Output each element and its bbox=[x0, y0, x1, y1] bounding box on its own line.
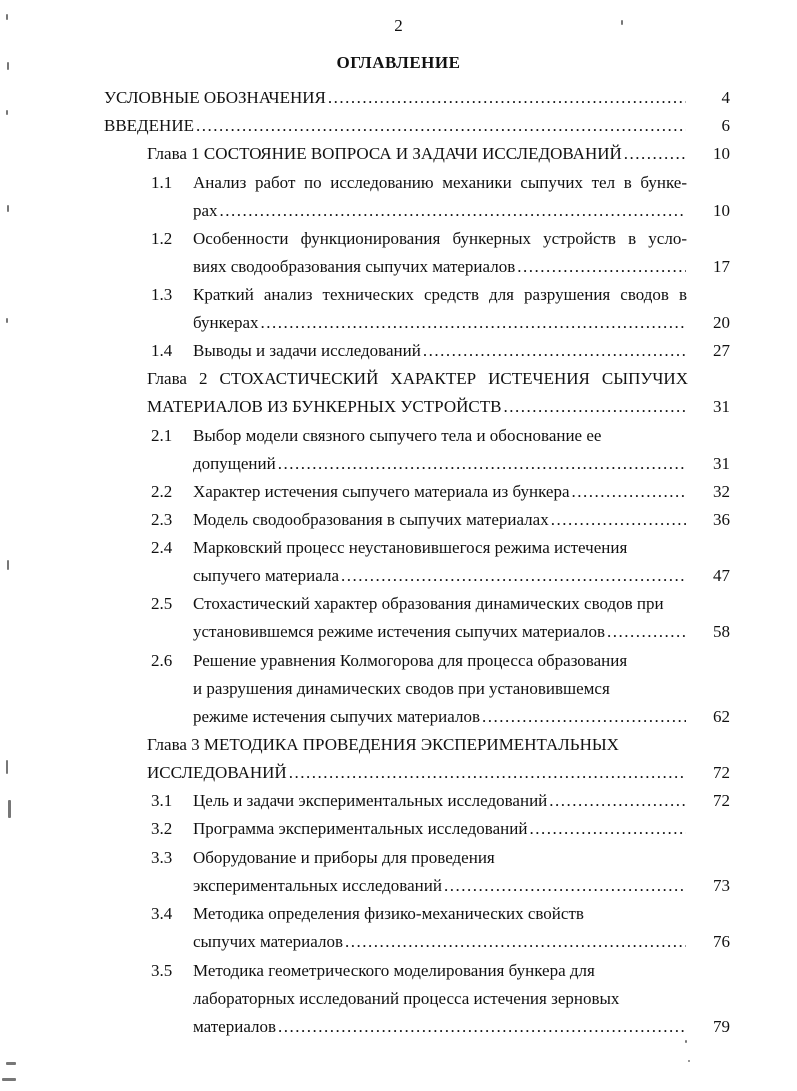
leader-dots bbox=[503, 395, 686, 419]
leader-dots bbox=[549, 789, 686, 813]
entry-text: сыпучего материала bbox=[193, 566, 340, 585]
section-number: 2.4 bbox=[151, 538, 173, 557]
leader-dots bbox=[551, 508, 686, 532]
section-number: 3.1 bbox=[151, 791, 173, 810]
section-2-1-line-1: Выбор модели связного сыпучего тела и обоснование ее bbox=[193, 426, 602, 445]
entry-text: рах bbox=[193, 201, 218, 220]
chapter-1-title bbox=[147, 142, 688, 166]
entry-text: Программа экспериментальных исследований bbox=[193, 819, 528, 838]
section-2-4-line-1: Марковский процесс неустановившегося режима истечения bbox=[193, 538, 628, 557]
section-2-2 bbox=[193, 480, 688, 504]
entry-text: экспериментальных исследований bbox=[193, 876, 442, 895]
chapter-3-title-line-1: Глава 3 МЕТОДИКА ПРОВЕДЕНИЯ ЭКСПЕРИМЕНТАЛЬНЫХ bbox=[147, 735, 619, 754]
scan-speck bbox=[6, 760, 8, 774]
entry-page: 17 bbox=[713, 257, 730, 276]
leader-dots bbox=[444, 874, 686, 898]
chapter-3-title-line-2 bbox=[147, 761, 688, 785]
scan-speck bbox=[7, 560, 9, 570]
entry-page: 31 bbox=[713, 454, 730, 473]
leader-dots bbox=[328, 86, 686, 110]
leader-dots bbox=[261, 311, 686, 335]
leader-dots bbox=[289, 761, 686, 785]
leader-dots bbox=[423, 339, 686, 363]
entry-text: установившемся режиме истечения сыпучих материалов bbox=[193, 622, 605, 641]
entry-page: 62 bbox=[713, 707, 730, 726]
section-2-4-line-2 bbox=[193, 564, 688, 588]
entry-text: Цель и задачи экспериментальных исследований bbox=[193, 791, 548, 810]
scan-speck bbox=[6, 14, 8, 20]
section-3-2 bbox=[193, 817, 688, 841]
section-1-3-line-1: Краткий анализ технических средств для разрушения сводов в bbox=[193, 285, 687, 304]
leader-dots bbox=[196, 114, 686, 138]
section-1-3-line-2 bbox=[193, 311, 688, 335]
scan-speck bbox=[6, 110, 8, 115]
section-number: 1.1 bbox=[151, 173, 173, 192]
section-1-2-line-1: Особенности функционирования бункерных устройств в усло- bbox=[193, 229, 687, 248]
section-number: 2.3 bbox=[151, 510, 173, 529]
entry-page: 36 bbox=[713, 510, 730, 529]
section-2-1-line-2 bbox=[193, 452, 688, 476]
entry-page: 4 bbox=[721, 88, 730, 107]
entry-page: 72 bbox=[713, 791, 730, 810]
entry-text: виях сводообразования сыпучих материалов bbox=[193, 257, 516, 276]
page-number: 2 bbox=[394, 16, 403, 35]
leader-dots bbox=[482, 705, 686, 729]
entry-text: УСЛОВНЫЕ ОБОЗНАЧЕНИЯ bbox=[104, 88, 326, 107]
chapter-2-title-line-1: Глава 2 СТОХАСТИЧЕСКИЙ ХАРАКТЕР ИСТЕЧЕНИЯ СЫПУЧИХ bbox=[147, 369, 688, 388]
scan-speck bbox=[2, 1078, 16, 1081]
entry-text: МАТЕРИАЛОВ ИЗ БУНКЕРНЫХ УСТРОЙСТВ bbox=[147, 397, 502, 416]
section-2-6-line-3 bbox=[193, 705, 688, 729]
leader-dots bbox=[220, 199, 686, 223]
entry-page: 32 bbox=[713, 482, 730, 501]
scan-speck bbox=[6, 318, 8, 323]
section-3-3-line-1: Оборудование и приборы для проведения bbox=[193, 848, 495, 867]
section-3-5-line-3 bbox=[193, 1015, 688, 1039]
section-number: 1.4 bbox=[151, 341, 173, 360]
toc-entry-conventions bbox=[104, 86, 688, 110]
scan-speck bbox=[688, 1060, 690, 1062]
scan-speck bbox=[6, 1062, 16, 1065]
scan-speck bbox=[621, 20, 623, 25]
section-2-6-line-2: и разрушения динамических сводов при установившемся bbox=[193, 679, 610, 698]
entry-text: материалов bbox=[193, 1017, 277, 1036]
section-3-4-line-1: Методика определения физико-механических свойств bbox=[193, 904, 584, 923]
leader-dots bbox=[517, 255, 686, 279]
section-1-1-line-1: Анализ работ по исследованию механики сыпучих тел в бунке- bbox=[193, 173, 687, 192]
entry-page: 10 bbox=[713, 144, 730, 163]
scan-speck bbox=[7, 62, 9, 70]
entry-page: 76 bbox=[713, 932, 730, 951]
leader-dots bbox=[345, 930, 686, 954]
section-2-5-line-2 bbox=[193, 620, 688, 644]
section-number: 2.2 bbox=[151, 482, 173, 501]
entry-page: 20 bbox=[713, 313, 730, 332]
entry-text: Глава 1 СОСТОЯНИЕ ВОПРОСА И ЗАДАЧИ ИССЛЕДОВАНИЙ bbox=[147, 144, 622, 163]
entry-page: 6 bbox=[721, 116, 730, 135]
section-3-5-line-2: лабораторных исследований процесса истечения зерновых bbox=[193, 989, 620, 1008]
leader-dots bbox=[278, 1015, 686, 1039]
leader-dots bbox=[624, 142, 686, 166]
section-number: 3.2 bbox=[151, 819, 173, 838]
scan-speck bbox=[7, 205, 9, 212]
entry-page: 47 bbox=[713, 566, 730, 585]
entry-page: 10 bbox=[713, 201, 730, 220]
section-number: 3.4 bbox=[151, 904, 173, 923]
section-2-3 bbox=[193, 508, 688, 532]
leader-dots bbox=[572, 480, 686, 504]
section-number: 3.5 bbox=[151, 961, 173, 980]
section-3-4-line-2 bbox=[193, 930, 688, 954]
section-3-1 bbox=[193, 789, 688, 813]
section-1-2-line-2 bbox=[193, 255, 688, 279]
leader-dots bbox=[529, 817, 686, 841]
entry-page: 72 bbox=[713, 763, 730, 782]
toc-entry-introduction bbox=[104, 114, 688, 138]
entry-text: Выводы и задачи исследований bbox=[193, 341, 421, 360]
section-2-6-line-1: Решение уравнения Колмогорова для процесса образования bbox=[193, 651, 628, 670]
entry-page: 73 bbox=[713, 876, 730, 895]
entry-page: 27 bbox=[713, 341, 730, 360]
entry-text: ИССЛЕДОВАНИЙ bbox=[147, 763, 287, 782]
section-number: 1.3 bbox=[151, 285, 173, 304]
leader-dots bbox=[607, 620, 686, 644]
entry-text: режиме истечения сыпучих материалов bbox=[193, 707, 480, 726]
section-number: 2.5 bbox=[151, 594, 173, 613]
entry-page: 58 bbox=[713, 622, 730, 641]
section-number: 1.2 bbox=[151, 229, 173, 248]
entry-page: 79 bbox=[713, 1017, 730, 1036]
entry-text: ВВЕДЕНИЕ bbox=[104, 116, 194, 135]
entry-text: сыпучих материалов bbox=[193, 932, 343, 951]
leader-dots bbox=[341, 564, 686, 588]
section-number: 2.6 bbox=[151, 651, 173, 670]
entry-text: Модель сводообразования в сыпучих материалах bbox=[193, 510, 549, 529]
section-number: 3.3 bbox=[151, 848, 173, 867]
section-1-1-line-2 bbox=[193, 199, 688, 223]
section-number: 2.1 bbox=[151, 426, 173, 445]
scan-speck bbox=[685, 1040, 687, 1043]
entry-text: Характер истечения сыпучего материала из бункера bbox=[193, 482, 570, 501]
section-3-5-line-1: Методика геометрического моделирования бункера для bbox=[193, 961, 595, 980]
entry-text: допущений bbox=[193, 454, 276, 473]
entry-text: бункерах bbox=[193, 313, 259, 332]
entry-page: 31 bbox=[713, 397, 730, 416]
section-2-5-line-1: Стохастический характер образования динамических сводов при bbox=[193, 594, 664, 613]
section-3-3-line-2 bbox=[193, 874, 688, 898]
section-1-4 bbox=[193, 339, 688, 363]
leader-dots bbox=[278, 452, 686, 476]
toc-title: ОГЛАВЛЕНИЕ bbox=[336, 53, 461, 72]
chapter-2-title-line-2 bbox=[147, 395, 688, 419]
scan-speck bbox=[8, 800, 11, 818]
